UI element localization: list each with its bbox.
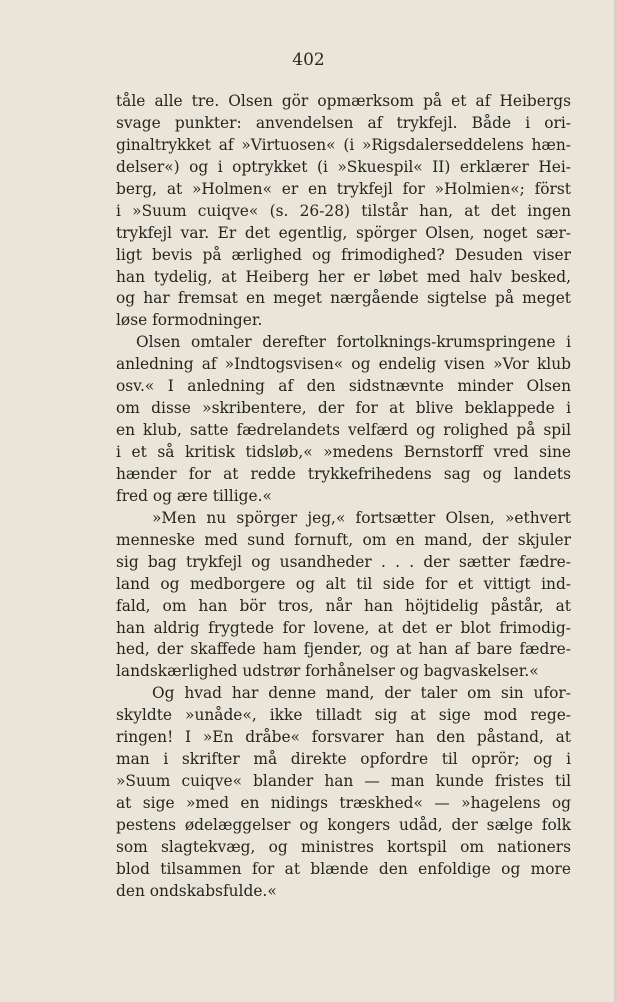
text-line: »Men nu spörger jeg,« fortsætter Olsen, »ethvert bbox=[152, 508, 571, 527]
text-line: hænder for at redde trykkefrihedens sag og landets bbox=[116, 464, 571, 483]
text-line: ringen! I »En dråbe« forsvarer han den påstand, at bbox=[116, 728, 571, 747]
text-line: skyldte »unåde«, ikke tilladt sig at sige mod rege- bbox=[116, 706, 571, 725]
text-line: og har fremsat en meget nærgående sigtelse på meget bbox=[116, 289, 571, 308]
page-number: 402 bbox=[292, 50, 325, 70]
text-line: tåle alle tre. Olsen gör opmærksom på et af Heibergs bbox=[116, 92, 571, 110]
text-line: blod tilsammen for at blænde den enfoldige og more bbox=[116, 859, 571, 878]
text-line: berg, at »Holmen« er en trykfejl for »Holmien«; först bbox=[116, 179, 571, 198]
text-line: fred og ære tillige.« bbox=[116, 486, 272, 505]
text-line: ligt bevis på ærlighed og frimodighed? Desuden viser bbox=[116, 245, 571, 264]
text-line: som slagtekvæg, og ministres kortspil om nationers bbox=[116, 837, 571, 856]
text-line: om disse »skribentere, der for at blive beklappede i bbox=[116, 399, 571, 418]
text-line: land og medborgere og alt til side for et vittigt ind- bbox=[116, 574, 571, 593]
text-line: anledning af »Indtogsvisen« og endelig visen »Vor klub bbox=[116, 355, 571, 374]
text-line: han aldrig frygtede for lovene, at det er blot frimodig- bbox=[116, 618, 571, 637]
body-text bbox=[116, 91, 571, 903]
text-line: en klub, satte fædrelandets velfærd og rolighed på spil bbox=[116, 421, 571, 440]
text-line: landskærlighed udstrør forhånelser og bagvaskelser.« bbox=[116, 662, 539, 681]
text-line: at sige »med en nidings træskhed« — »hagelens og bbox=[116, 794, 571, 812]
text-line: i et så kritisk tidsløb,« »medens Bernstorff vred sine bbox=[116, 443, 571, 461]
text-line: pestens ødelæggelser og kongers udåd, der sælge folk bbox=[116, 815, 571, 834]
text-line: løse formodninger. bbox=[116, 311, 263, 330]
text-line: ginaltrykket af »Virtuosen« (i »Rigsdalerseddelens hæn- bbox=[116, 135, 571, 154]
text-line: »Suum cuiqve« blander han — man kunde fristes til bbox=[116, 772, 571, 791]
text-line: Og hvad har denne mand, der taler om sin ufor- bbox=[152, 684, 571, 703]
text-line: menneske med sund fornuft, om en mand, der skjuler bbox=[116, 530, 571, 549]
text-line: han tydelig, at Heiberg her er løbet med halv besked, bbox=[116, 267, 571, 286]
text-line: hed, der skaffede ham fjender, og at han af bare fædre- bbox=[116, 640, 571, 659]
text-line: sig bag trykfejl og usandheder . . . der sætter fædre- bbox=[116, 552, 571, 571]
text-line: fald, om han bör tros, når han höjtidelig påstår, at bbox=[116, 596, 571, 615]
text-line: den ondskabsfulde.« bbox=[116, 881, 277, 900]
text-line: trykfejl var. Er det egentlig, spörger Olsen, noget sær- bbox=[116, 223, 571, 242]
text-line: osv.« I anledning af den sidstnævnte minder Olsen bbox=[116, 377, 571, 396]
text-line: man i skrifter må direkte opfordre til oprör; og i bbox=[116, 750, 571, 769]
text-line: svage punkter: anvendelsen af trykfejl. Både i ori- bbox=[116, 113, 571, 132]
text-line: Olsen omtaler derefter fortolknings-krumspringene i bbox=[136, 333, 571, 352]
text-line: delser«) og i optrykket (i »Skuespil« II) erklærer Hei- bbox=[116, 157, 571, 176]
text-line: i »Suum cuiqve« (s. 26-28) tilstår han, at det ingen bbox=[116, 201, 571, 220]
